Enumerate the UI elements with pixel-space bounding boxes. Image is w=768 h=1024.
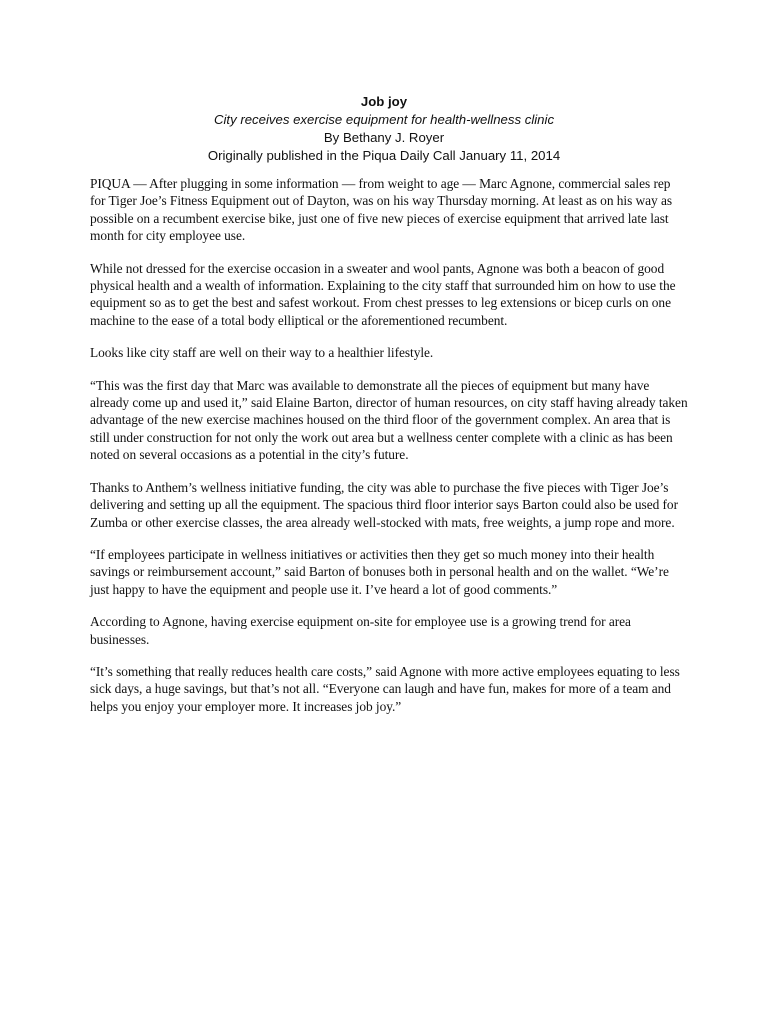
paragraph: While not dressed for the exercise occasion in a sweater and wool pants, Agnone was both a beacon of good physical health and a wealth of information. Explaining to the city staff that surrounded him on how to use the equipment so as to get the best and safest workout. From chest presses to leg extensions or bicep curls on one machine to the ease of a total body elliptical or the aforementioned recumbent.: [90, 260, 676, 328]
paragraph: “If employees participate in wellness initiatives or activities then they get so much money into their health savings or reimbursement account,” said Barton of bonuses both in personal health and on the wallet. “We’re just happy to have the equipment and people use it. I’ve heard a lot of good comments.”: [90, 546, 669, 597]
paragraph: Thanks to Anthem’s wellness initiative funding, the city was able to purchase the five pieces with Tiger Joe’s delivering and setting up all the equipment. The spacious third floor interior says Barton could also be used for Zumba or other exercise classes, the area already well-stocked with mats, free weights, a jump rope and more.: [90, 479, 678, 530]
paragraph: PIQUA — After plugging in some information — from weight to age — Marc Agnone, commercial sales rep for Tiger Joe’s Fitness Equipment out of Dayton, was on his way Thursday morning. At least as on his way as possible on a recumbent exercise bike, just one of five new pieces of exercise equipment that arrived late last month for city employee use.: [90, 176, 673, 244]
article-header: [0, 93, 768, 165]
paragraph: “It’s something that really reduces health care costs,” said Agnone with more active employees equating to less sick days, a huge savings, but that’s not all. “Everyone can laugh and have fun, makes for more of a team and helps you enjoy your employer more. It increases job joy.”: [90, 663, 680, 714]
paragraph: Looks like city staff are well on their way to a healthier lifestyle.: [90, 345, 434, 361]
article-title: Job joy: [360, 94, 408, 109]
article-body: [90, 175, 688, 730]
paragraph: “This was the first day that Marc was available to demonstrate all the pieces of equipment but many have already come up and used it,” said Elaine Barton, director of human resources, on city staff having already taken advantage of the new exercise machines housed on the third floor of the government complex. An area that is still under construction for not only the work out area but a wellness center complete with a clinic as has been noted on several occasions as a potential in the city’s future.: [90, 377, 688, 463]
publication-note: Originally published in the Piqua Daily Call January 11, 2014: [207, 148, 561, 163]
article-subtitle: City receives exercise equipment for health-wellness clinic: [213, 112, 555, 127]
paragraph: According to Agnone, having exercise equipment on-site for employee use is a growing trend for area businesses.: [90, 614, 631, 647]
article-byline: By Bethany J. Royer: [323, 130, 445, 145]
